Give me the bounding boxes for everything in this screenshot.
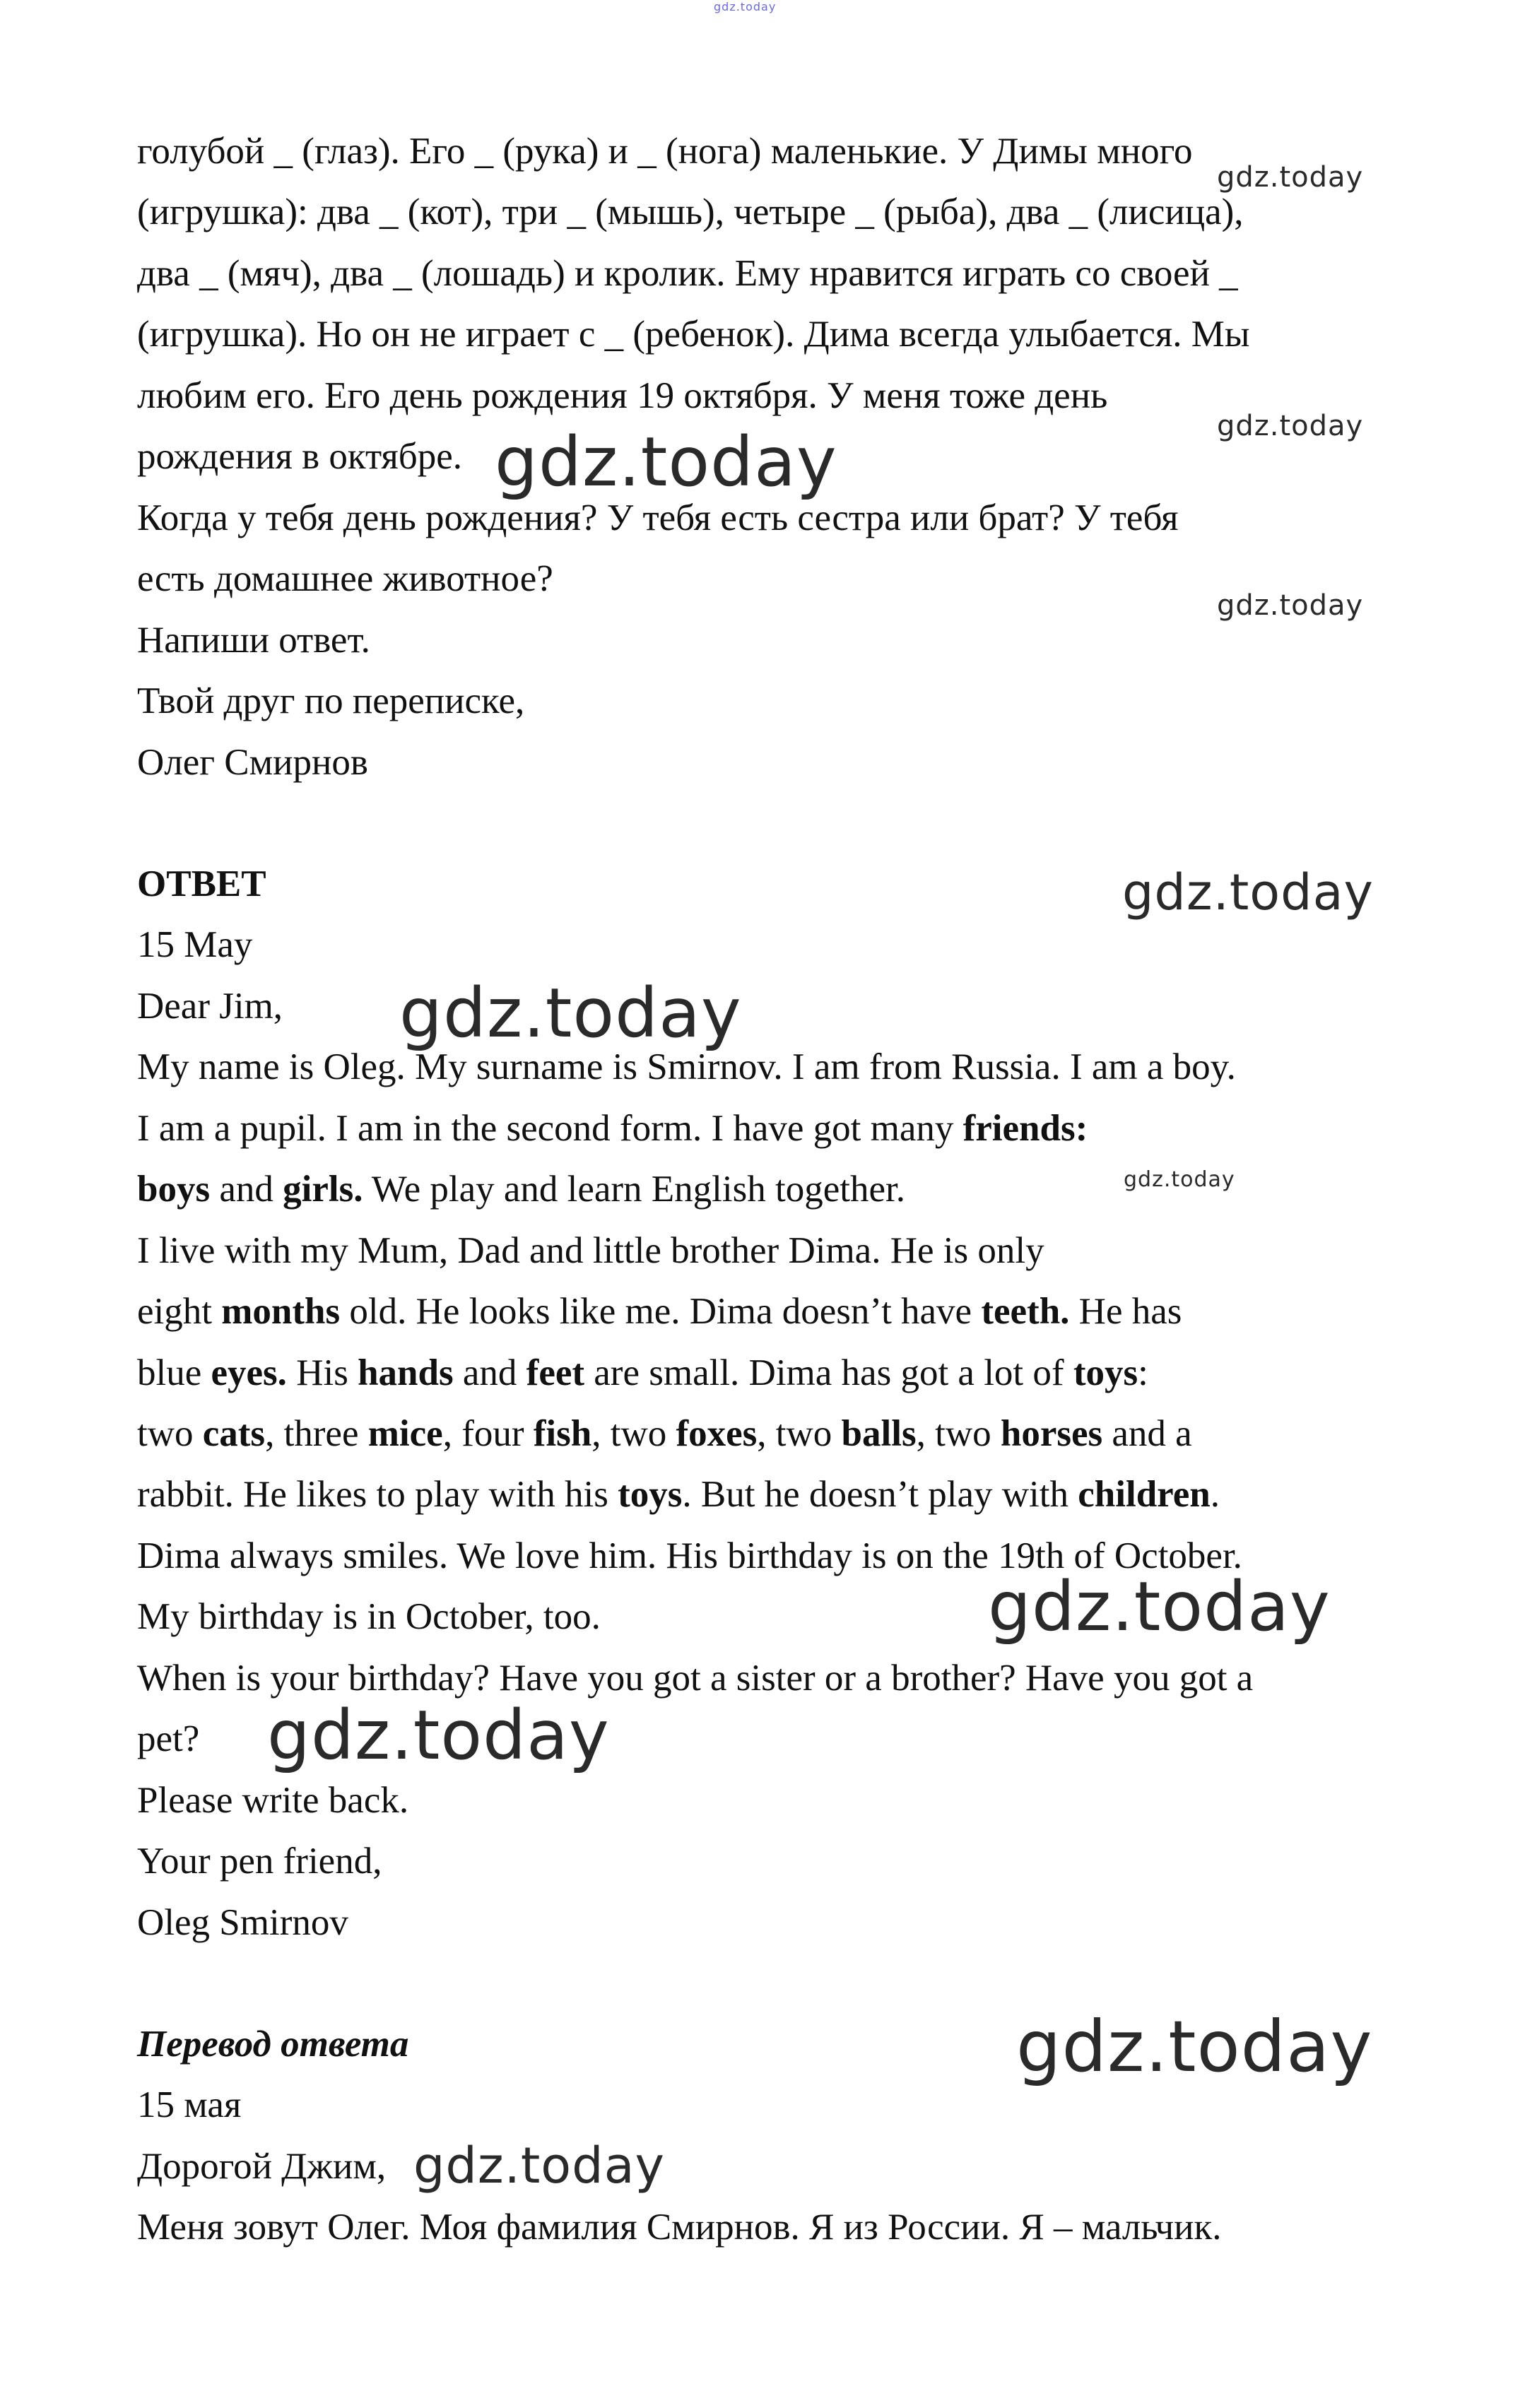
- answer-line: [137, 1595, 601, 1638]
- text-segment: blue: [137, 1352, 211, 1393]
- text-segment: I live with my Mum, Dad and little brother Dima. He is only: [137, 1230, 1044, 1271]
- answer-line: [137, 1840, 382, 1882]
- watermark: gdz.today: [267, 1696, 610, 1775]
- text-segment: We play and learn English together.: [363, 1169, 905, 1210]
- bold-word: foxes: [676, 1413, 758, 1454]
- letter-line: Напиши ответ.: [137, 620, 370, 661]
- translation-heading: Перевод ответа: [137, 2024, 409, 2065]
- answer-line: [137, 1473, 1220, 1516]
- text-segment: , two: [916, 1413, 1001, 1454]
- text-segment: :: [1138, 1352, 1148, 1393]
- answer-line: [137, 1107, 1088, 1150]
- text-segment: two: [137, 1413, 203, 1454]
- bold-word: friends:: [962, 1108, 1088, 1149]
- text-segment: When is your birthday? Have you got a sister or a brother? Have you got a: [137, 1658, 1254, 1699]
- bold-word: fish: [533, 1413, 592, 1454]
- answer-line: [137, 1901, 348, 1944]
- text-segment: Dima always smiles. We love him. His birthday is on the 19th of October.: [137, 1535, 1242, 1576]
- bold-word: feet: [526, 1352, 585, 1393]
- text-segment: and: [453, 1352, 526, 1393]
- text-segment: and: [210, 1169, 283, 1210]
- answer-line: [137, 1779, 408, 1822]
- text-segment: Oleg Smirnov: [137, 1902, 348, 1943]
- text-segment: are small. Dima has got a lot of: [584, 1352, 1073, 1393]
- answer-line: [137, 923, 252, 966]
- answer-line: [137, 1290, 1182, 1333]
- bold-word: toys: [618, 1474, 683, 1515]
- letter-line: Олег Смирнов: [137, 742, 368, 783]
- translation-line: Меня зовут Олег. Моя фамилия Смирнов. Я из России. Я – мальчик.: [137, 2207, 1222, 2248]
- answer-line: [137, 1412, 1192, 1455]
- letter-line: рождения в октябре.: [137, 436, 463, 477]
- letter-line: Твой друг по переписке,: [137, 680, 525, 721]
- bold-word: horses: [1000, 1413, 1103, 1454]
- watermark: gdz.today: [1217, 589, 1364, 622]
- watermark: gdz.today: [1122, 863, 1374, 921]
- answer-line: [137, 1718, 199, 1760]
- answer-line: [137, 1229, 1044, 1272]
- text-segment: , two: [757, 1413, 842, 1454]
- watermark: gdz.today: [1124, 1167, 1235, 1192]
- text-segment: old. He looks like me. Dima doesn’t have: [340, 1291, 982, 1332]
- watermark: gdz.today: [1217, 410, 1364, 442]
- text-segment: He has: [1069, 1291, 1182, 1332]
- watermark: gdz.today: [988, 1567, 1331, 1646]
- bold-word: hands: [358, 1352, 454, 1393]
- letter-line: (игрушка): два _ (кот), три _ (мышь), четыре _ (рыба), два _ (лисица),: [137, 191, 1244, 232]
- watermark: gdz.today: [399, 974, 742, 1053]
- text-segment: and a: [1102, 1413, 1192, 1454]
- text-segment: My name is Oleg. My surname is Smirnov. I am from Russia. I am a boy.: [137, 1046, 1236, 1087]
- bold-word: mice: [367, 1413, 443, 1454]
- text-segment: eight: [137, 1291, 222, 1332]
- text-segment: , three: [265, 1413, 368, 1454]
- text-segment: My birthday is in October, too.: [137, 1596, 601, 1637]
- letter-line: Когда у тебя день рождения? У тебя есть сестра или брат? У тебя: [137, 497, 1179, 538]
- watermark: gdz.today: [1016, 2005, 1373, 2088]
- watermark: gdz.today: [495, 423, 837, 502]
- bold-word: months: [221, 1291, 341, 1332]
- bold-word: boys: [137, 1169, 211, 1210]
- watermark: gdz.today: [1217, 161, 1364, 194]
- text-segment: .: [1210, 1474, 1220, 1515]
- text-segment: rabbit. He likes to play with his: [137, 1474, 618, 1515]
- letter-line: есть домашнее животное?: [137, 558, 553, 599]
- bold-word: teeth.: [981, 1291, 1070, 1332]
- text-segment: 15 May: [137, 924, 253, 965]
- text-segment: His: [286, 1352, 358, 1393]
- text-segment: , two: [591, 1413, 676, 1454]
- text-segment: Your pen friend,: [137, 1841, 382, 1882]
- translation-line: Дорогой Джим,: [137, 2146, 387, 2187]
- watermark: gdz.today: [714, 0, 777, 13]
- answer-line: [137, 1657, 1253, 1699]
- bold-word: eyes.: [211, 1352, 287, 1393]
- letter-line: любим его. Его день рождения 19 октября. У меня тоже день: [137, 375, 1108, 416]
- letter-line: два _ (мяч), два _ (лошадь) и кролик. Ему нравится играть со своей _: [137, 253, 1238, 294]
- bold-word: girls.: [283, 1169, 363, 1210]
- bold-word: children: [1078, 1474, 1211, 1515]
- answer-heading: ОТВЕТ: [137, 863, 266, 904]
- text-segment: I am a pupil. I am in the second form. I have got many: [137, 1108, 963, 1149]
- bold-word: balls: [841, 1413, 917, 1454]
- answer-line: [137, 1168, 905, 1210]
- translation-line: 15 мая: [137, 2084, 242, 2125]
- text-segment: pet?: [137, 1718, 200, 1759]
- watermark: gdz.today: [413, 2137, 665, 2195]
- text-segment: Please write back.: [137, 1780, 409, 1821]
- text-segment: , four: [442, 1413, 534, 1454]
- text-segment: . But he doesn’t play with: [682, 1474, 1078, 1515]
- letter-line: голубой _ (глаз). Его _ (рука) и _ (нога) маленькие. У Димы много: [137, 131, 1193, 172]
- letter-line: (игрушка). Но он не играет с _ (ребенок). Дима всегда улыбается. Мы: [137, 314, 1250, 355]
- bold-word: cats: [202, 1413, 266, 1454]
- answer-line: [137, 1352, 1148, 1394]
- bold-word: toys: [1073, 1352, 1138, 1393]
- answer-line: [137, 985, 283, 1027]
- text-segment: Dear Jim,: [137, 986, 283, 1027]
